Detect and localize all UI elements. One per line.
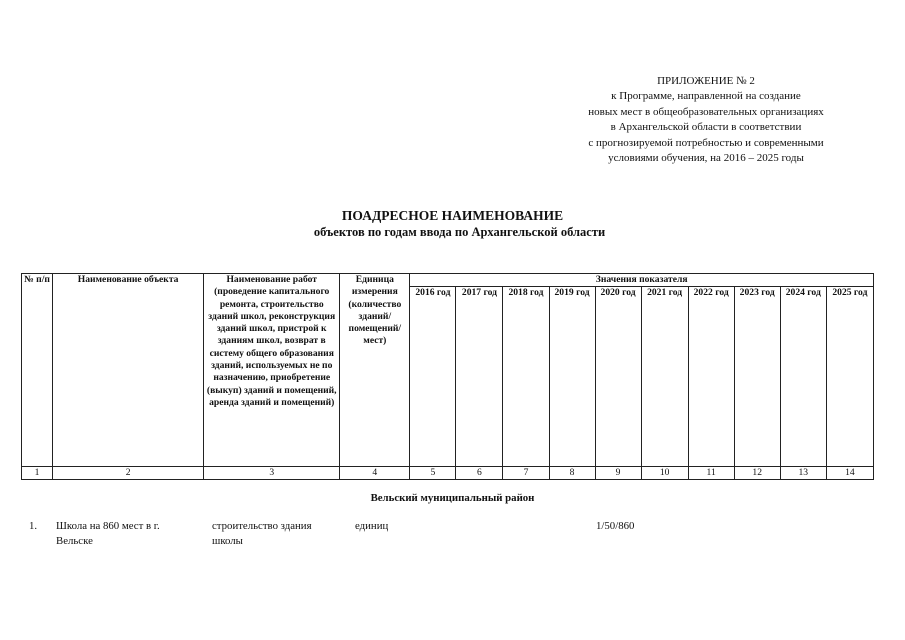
- column-number: 11: [688, 467, 734, 480]
- row-value: 1/50/860: [596, 520, 635, 532]
- column-number: 12: [734, 467, 780, 480]
- appendix-line: с прогнозируемой потребностью и современными: [588, 136, 824, 149]
- header-year: 2023 год: [734, 287, 780, 467]
- header-year: 2025 год: [826, 287, 873, 467]
- appendix-line: ПРИЛОЖЕНИЕ № 2: [657, 75, 755, 87]
- header-values: Значения показателя: [410, 274, 874, 287]
- row-unit: единиц: [355, 520, 389, 532]
- appendix-line: в Архангельской области в соответствии: [610, 121, 802, 134]
- row-object: Школа на 860 мест в г. Вельске: [56, 520, 160, 547]
- header-object: Наименование объекта: [53, 274, 204, 467]
- title-line-1: ПОАДРЕСНОЕ НАИМЕНОВАНИЕ: [341, 208, 564, 223]
- section-heading: Вельский муниципальный район: [370, 492, 535, 504]
- title-line-2: объектов по годам ввода по Архангельской области: [313, 225, 606, 239]
- appendix-line: условиями обучения, на 2016 – 2025 годы: [608, 152, 804, 165]
- column-number: 4: [340, 467, 410, 480]
- header-unit: Единица измерения (количество зданий/ помещений/ мест): [340, 274, 410, 467]
- column-number: 7: [503, 467, 549, 480]
- header-year: 2019 год: [549, 287, 595, 467]
- appendix-header: [520, 74, 892, 166]
- document-title: [0, 208, 905, 240]
- header-year: 2016 год: [410, 287, 456, 467]
- column-number: 3: [204, 467, 340, 480]
- appendix-line: новых мест в общеобразовательных организациях: [588, 105, 824, 118]
- header-year: 2017 год: [456, 287, 503, 467]
- header-year: 2024 год: [780, 287, 826, 467]
- header-year: 2021 год: [641, 287, 688, 467]
- row-work: строительство здания школы: [212, 520, 312, 547]
- column-number: 6: [456, 467, 503, 480]
- column-number: 5: [410, 467, 456, 480]
- column-number: 14: [826, 467, 873, 480]
- header-num: № п/п: [22, 274, 53, 467]
- header-year: 2022 год: [688, 287, 734, 467]
- column-number: 8: [549, 467, 595, 480]
- header-works: Наименование работ (проведение капитального ремонта, строительство зданий школ, реконструкция зданий школ, пристрой к зданиям школ, возврат в систему общего образования зданий, используемых не по назначению, приобретение (выкуп) зданий и помещений, аренда зданий и помещений): [204, 274, 340, 467]
- column-number: 13: [780, 467, 826, 480]
- column-number: 10: [641, 467, 688, 480]
- column-number: 2: [53, 467, 204, 480]
- column-number-row: [22, 467, 874, 480]
- header-year: 2020 год: [595, 287, 641, 467]
- column-number: 1: [22, 467, 53, 480]
- objects-table: [21, 273, 874, 480]
- header-year: 2018 год: [503, 287, 549, 467]
- column-number: 9: [595, 467, 641, 480]
- appendix-line: к Программе, направленной на создание: [611, 90, 801, 103]
- row-number: 1.: [29, 520, 38, 532]
